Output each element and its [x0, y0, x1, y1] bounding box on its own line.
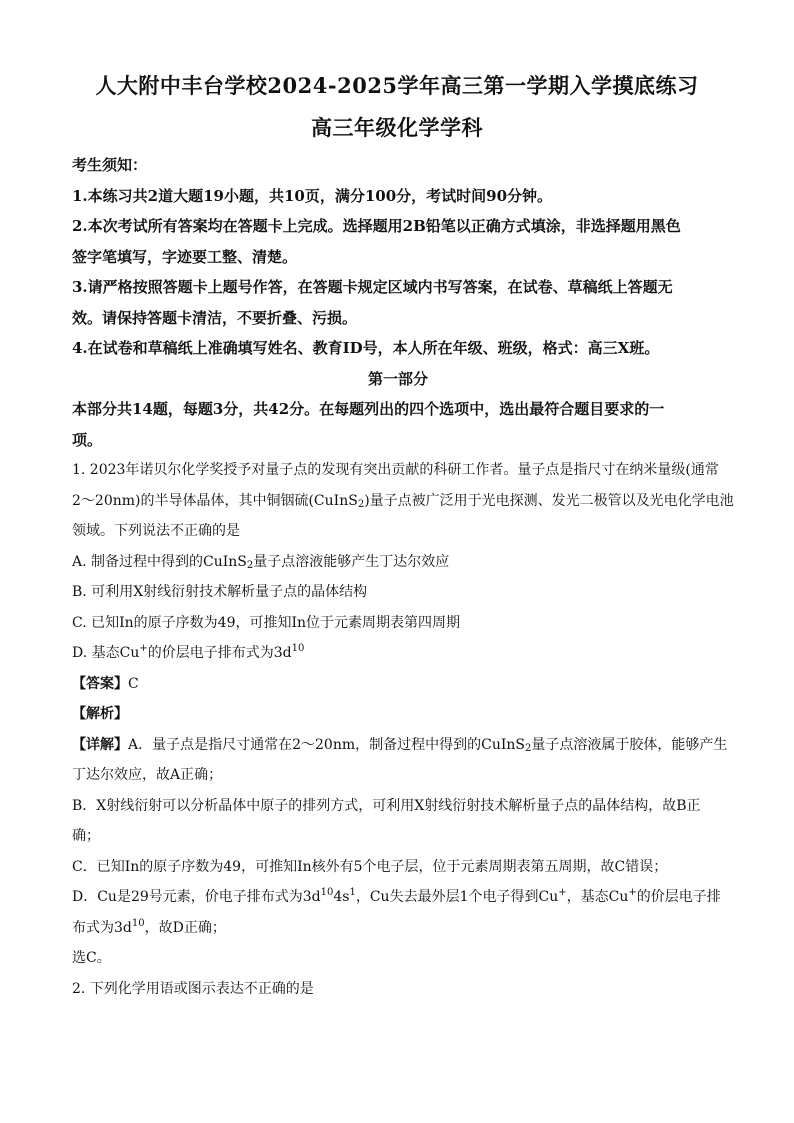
- notice-item-2-line-1: 2.本次考试所有答案均在答题卡上完成。选择题用2B铅笔以正确方式填涂，非选择题用黑色: [72, 217, 681, 235]
- notice-heading: 考生须知：: [72, 156, 148, 174]
- q1-option-b: B. 可利用X射线衍射技术解析量子点的晶体结构: [72, 584, 368, 600]
- q1-option-c: C. 已知In的原子序数为49，可推知In位于元素周期表第四周期: [72, 614, 461, 631]
- notice-item-4: 4.在试卷和草稿纸上准确填写姓名、教育ID号，本人所在年级、班级，格式：高三X班。: [72, 339, 660, 357]
- q1-detail-d-line-2: 布式为$3d^{10}$，故D正确；: [72, 917, 226, 936]
- exam-subtitle: 高三年级化学学科: [311, 115, 483, 140]
- q1-stem-line-3: 领域。下列说法不正确的是: [72, 523, 240, 539]
- part-title: 第一部分: [367, 369, 428, 388]
- q1-detail-b-line-2: 确；: [72, 828, 100, 844]
- notice-item-2-line-2: 签字笔填写，字迹要工整、清楚。: [72, 247, 298, 266]
- q1-option-d: D. 基态Cu+的价层电子排布式为$3d^{10}$: [72, 643, 305, 661]
- notice-item-3-line-2: 效。请保持答题卡清洁，不要折叠、污损。: [72, 308, 358, 327]
- q1-stem-line-2: 2～20nm)的半导体晶体，其中铜铟硫(CuInS$_2$)量子点被广泛用于光电探测、发光二极管以及光电化学电池: [72, 492, 734, 510]
- q2-stem: 2. 下列化学用语或图示表达不正确的是: [72, 980, 314, 997]
- q1-answer: 【答案】C: [72, 675, 139, 692]
- notice-item-1: 1.本练习共2道大题19小题，共10页，满分100分，考试时间90分钟。: [72, 186, 553, 205]
- part-desc-line-1: 本部分共14题，每题3分，共42分。在每题列出的四个选项中，选出最符合题目要求的一: [72, 400, 665, 418]
- exam-title: 人大附中丰台学校2024-2025学年高三第一学期入学摸底练习: [95, 73, 699, 98]
- notice-item-3-line-1: 3.请严格按照答题卡上题号作答，在答题卡规定区域内书写答案，在试卷、草稿纸上答题无: [72, 278, 673, 296]
- q1-detail-d-line-1: D．Cu是29号元素，价电子排布式为$3d^{10}4s^1$，Cu失去最外层1个电子得到Cu+，基态Cu+的价层电子排: [72, 887, 721, 905]
- q1-detail-c: C．已知In的原子序数为49，可推知In核外有5个电子层，位于元素周期表第五周期，故C错误；: [72, 858, 668, 875]
- q1-analysis-heading: 【解析】: [72, 706, 128, 722]
- part-desc-line-2: 项。: [72, 430, 103, 449]
- q1-stem-line-1: 1. 2023年诺贝尔化学奖授予对量子点的发现有突出贡献的科研工作者。量子点是指尺寸在纳米量级(通常: [72, 462, 719, 478]
- q1-conclusion: 选C。: [72, 950, 111, 966]
- q1-detail-b-line-1: B．X射线衍射可以分析晶体中原子的排列方式，可利用X射线衍射技术解析量子点的晶体结构，故B正: [72, 797, 701, 814]
- q1-option-a: A. 制备过程中得到的CuInS$_2$量子点溶液能够产生丁达尔效应: [72, 553, 450, 571]
- q1-detail-a-line-1: 【详解】A．量子点是指尺寸通常在2～20nm，制备过程中得到的CuInS$_2$量子点溶液属于胶体，能够产生: [72, 736, 728, 754]
- document-body: [72, 150, 734, 1004]
- q1-detail-a-line-2: 丁达尔效应，故A正确；: [72, 767, 223, 783]
